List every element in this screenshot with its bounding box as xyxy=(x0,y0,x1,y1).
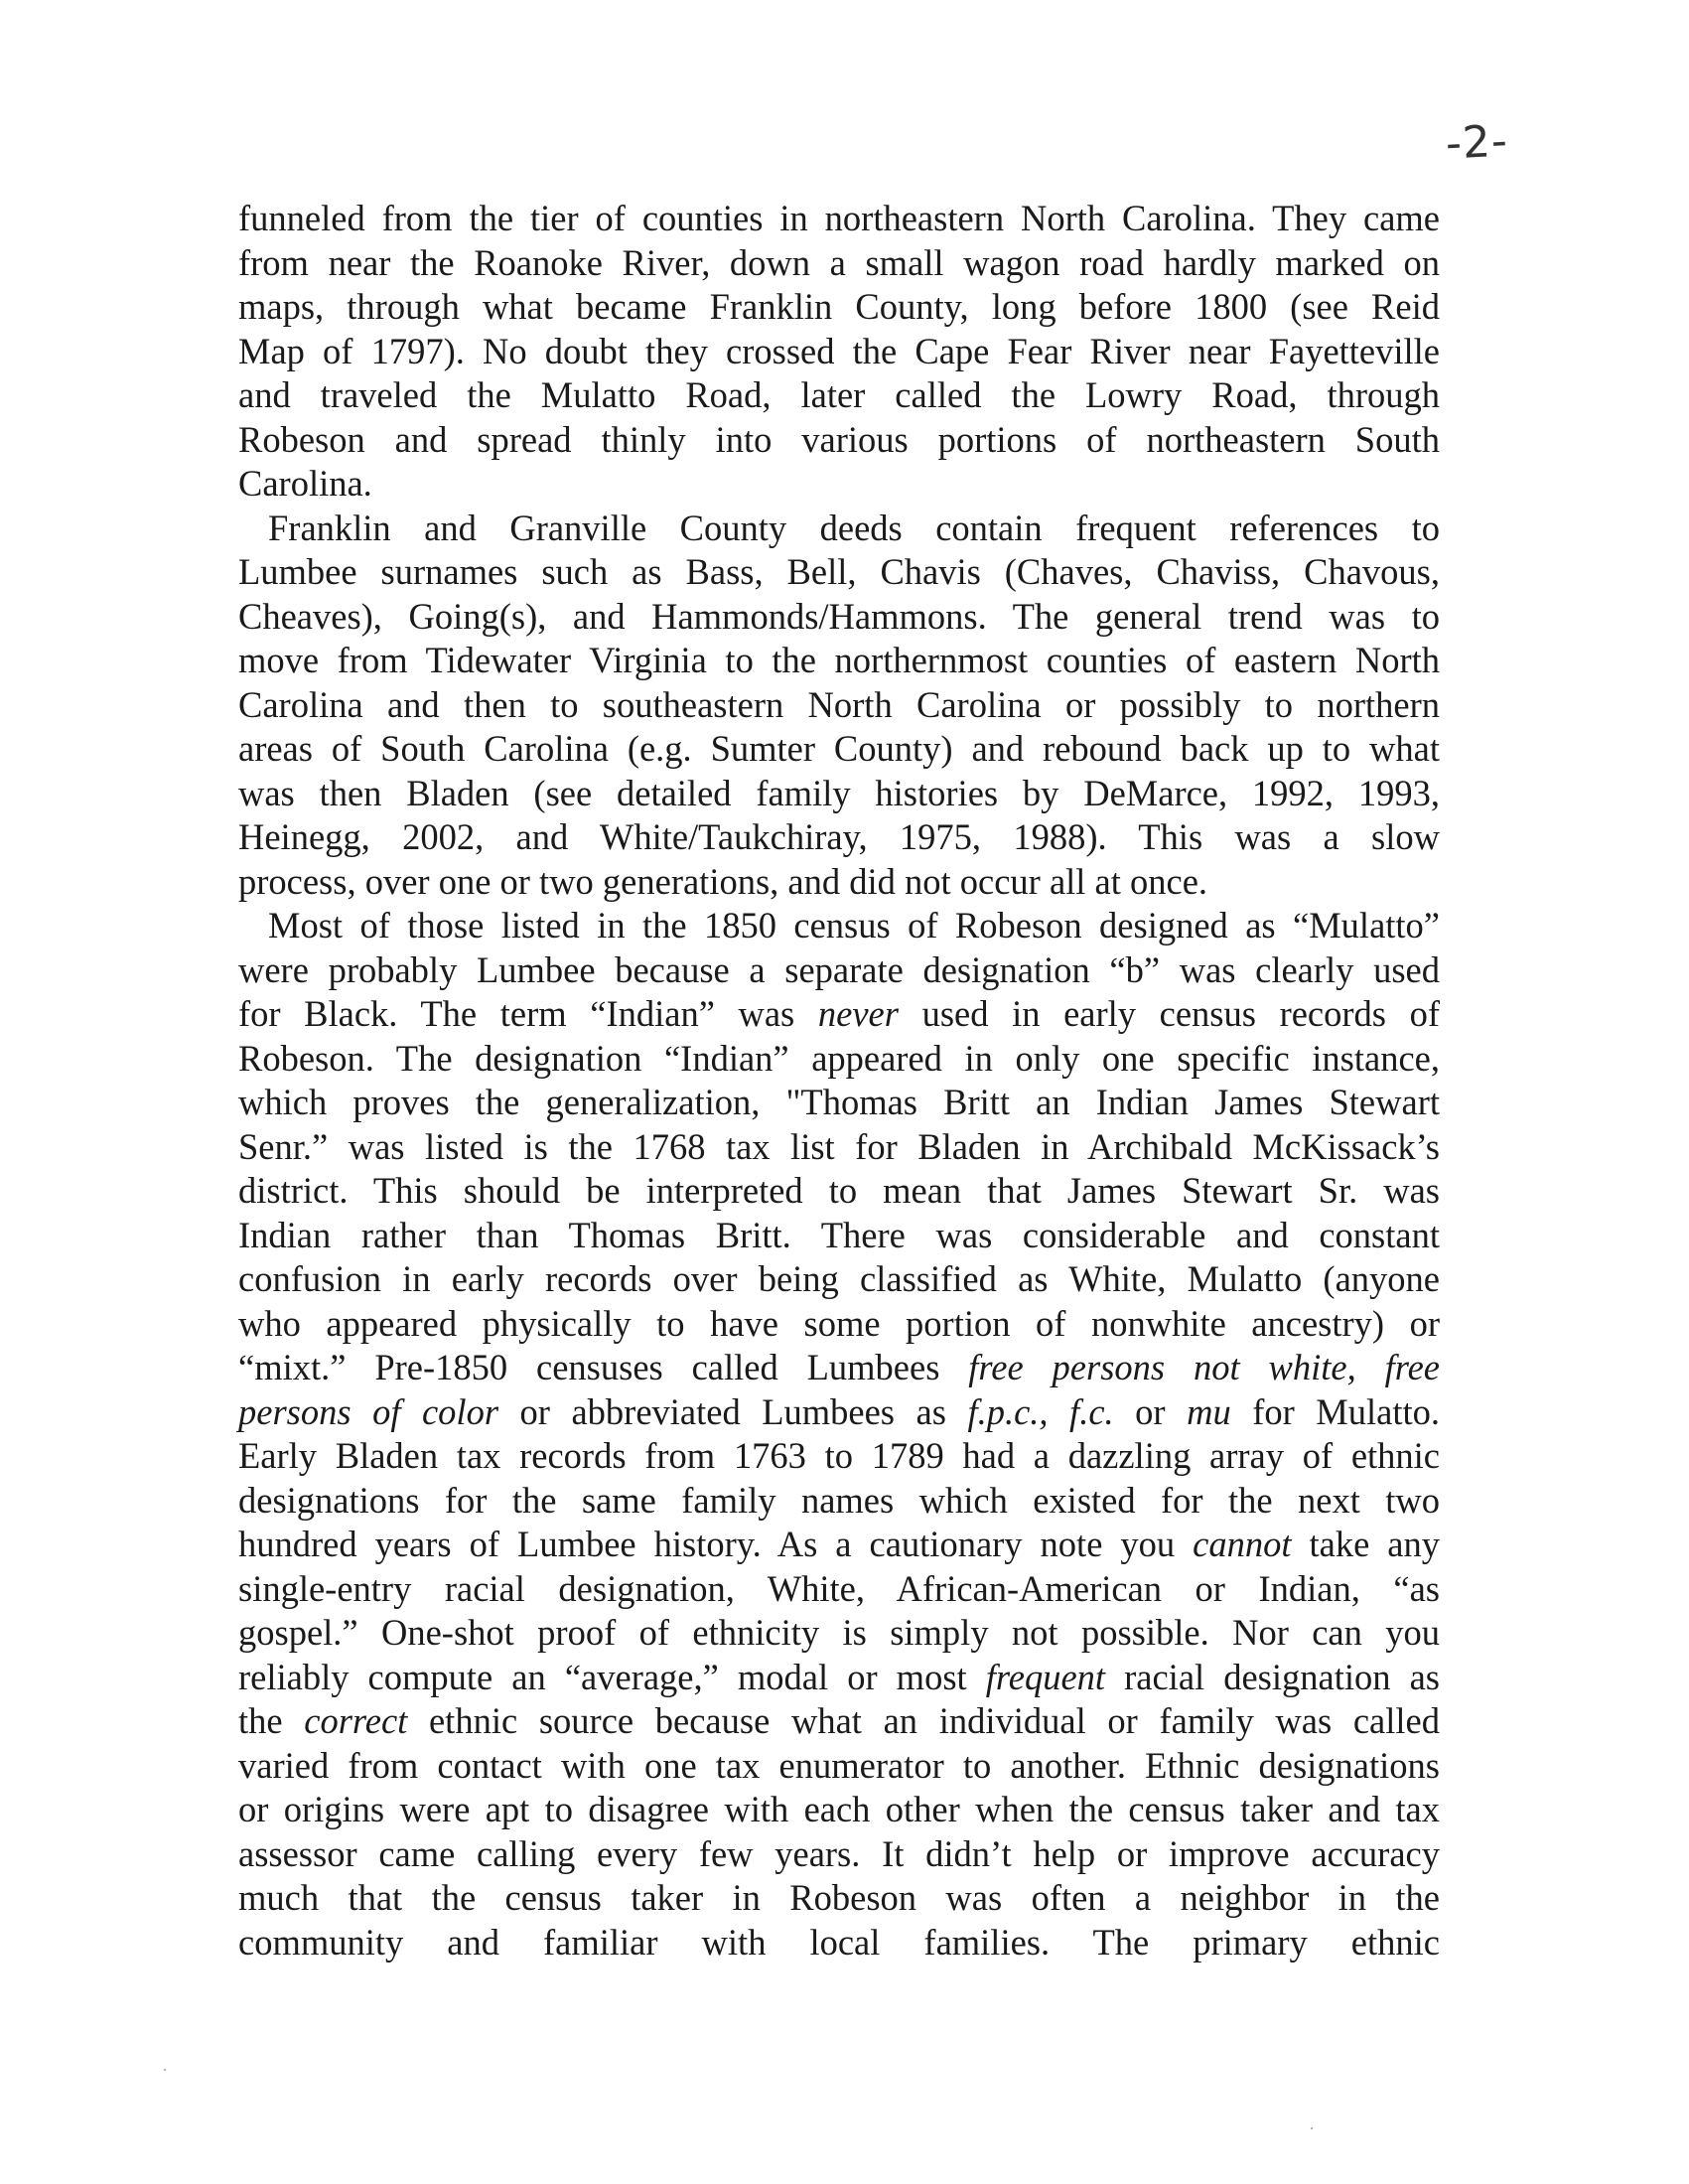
text-run: the xyxy=(238,1700,305,1741)
text-line xyxy=(238,1699,1440,1744)
italic-text: free persons not white, free xyxy=(968,1347,1440,1387)
text-line xyxy=(238,1081,1440,1125)
text-run: Indian rather than Thomas Britt. There was considerable and constant xyxy=(238,1214,1440,1255)
text-line xyxy=(238,1788,1440,1832)
text-run: ethnic source because what an individual or family was called xyxy=(407,1700,1440,1741)
text-run: Robeson. The designation “Indian” appeared in only one specific instance, xyxy=(238,1037,1440,1079)
text-run: racial designation as xyxy=(1105,1656,1440,1697)
text-line xyxy=(238,1169,1440,1214)
text-run: community and familiar with local families. The primary ethnic xyxy=(238,1921,1440,1963)
text-run: Map of 1797). No doubt they crossed the Cape Fear River near Fayetteville xyxy=(238,330,1440,371)
text-run: were probably Lumbee because a separate designation “b” was clearly used xyxy=(238,948,1440,990)
text-line xyxy=(238,1214,1440,1258)
text-line xyxy=(238,285,1440,330)
text-line xyxy=(238,241,1440,286)
text-run: confusion in early records over being classified as White, Mulatto (anyone xyxy=(238,1258,1440,1299)
text-run: move from Tidewater Virginia to the northernmost counties of eastern North xyxy=(238,640,1440,680)
text-run: maps, through what became Franklin County, long before 1800 (see Reid xyxy=(238,286,1440,327)
text-line xyxy=(238,1257,1440,1302)
text-run: used in early census records of xyxy=(898,993,1440,1034)
text-run: or origins were apt to disagree with each other when the census taker and tax xyxy=(238,1789,1440,1829)
italic-text: mu xyxy=(1187,1390,1231,1432)
text-line xyxy=(238,1390,1440,1435)
text-line xyxy=(238,860,1440,905)
text-line xyxy=(238,639,1440,683)
text-line xyxy=(238,948,1440,993)
text-run: areas of South Carolina (e.g. Sumter County) and rebound back up to what xyxy=(238,728,1440,769)
text-line xyxy=(238,992,1440,1037)
text-line xyxy=(238,595,1440,640)
text-line xyxy=(238,772,1440,816)
text-line xyxy=(238,507,1440,551)
text-run: reliably compute an “average,” modal or most xyxy=(238,1656,986,1697)
text-line xyxy=(238,1479,1440,1524)
text-line xyxy=(238,815,1440,860)
text-run: hundred years of Lumbee history. As a cautionary note you xyxy=(238,1524,1194,1564)
text-run: take any xyxy=(1291,1524,1440,1564)
text-run: Lumbee surnames such as Bass, Bell, Chavis (Chaves, Chaviss, Chavous, xyxy=(238,551,1440,592)
text-run: and traveled the Mulatto Road, later called the Lowry Road, through xyxy=(238,374,1440,415)
text-run: or abbreviated Lumbees as xyxy=(498,1390,968,1432)
text-run: who appeared physically to have some portion of nonwhite ancestry) or xyxy=(238,1302,1440,1344)
text-run: for Mulatto. xyxy=(1230,1390,1440,1432)
text-run: “mixt.” Pre-1850 censuses called Lumbees xyxy=(238,1347,969,1387)
text-line xyxy=(238,1125,1440,1170)
text-line xyxy=(238,550,1440,595)
text-line xyxy=(238,373,1440,418)
text-line xyxy=(238,904,1440,948)
text-line xyxy=(238,418,1440,463)
text-run: gospel.” One-shot proof of ethnicity is simply not possible. Nor can you xyxy=(238,1612,1440,1653)
text-run: varied from contact with one tax enumerator to another. Ethnic designations xyxy=(238,1744,1440,1786)
text-run: assessor came calling every few years. It didn’t help or improve accuracy xyxy=(238,1832,1440,1874)
text-run: much that the census taker in Robeson was often a neighbor in the xyxy=(238,1877,1440,1918)
text-line xyxy=(238,683,1440,728)
page-number: -2- xyxy=(1444,115,1510,170)
text-line xyxy=(238,1523,1440,1567)
text-run: designations for the same family names which existed for the next two xyxy=(238,1479,1440,1521)
text-run: Franklin and Granville County deeds contain frequent references to xyxy=(268,507,1440,548)
text-run: Early Bladen tax records from 1763 to 1789 had a dazzling array of ethnic xyxy=(238,1435,1440,1476)
text-run: which proves the generalization, "Thomas Britt an Indian James Stewart xyxy=(238,1082,1440,1122)
text-line xyxy=(238,727,1440,772)
text-run: Most of those listed in the 1850 census of Robeson designed as “Mulatto” xyxy=(268,905,1440,946)
text-line xyxy=(238,330,1440,374)
body-text xyxy=(238,197,1440,1965)
scan-speck xyxy=(1311,2127,1313,2129)
text-line xyxy=(238,197,1440,241)
text-run: was then Bladen (see detailed family histories by DeMarce, 1992, 1993, xyxy=(238,772,1440,813)
text-run: for Black. The term “Indian” was xyxy=(238,993,818,1034)
italic-text: f.p.c., f.c. xyxy=(967,1390,1114,1432)
text-line xyxy=(238,1434,1440,1479)
text-run: Carolina and then to southeastern North Carolina or possibly to northern xyxy=(238,683,1440,725)
text-line xyxy=(238,1346,1440,1390)
text-line xyxy=(238,1302,1440,1347)
italic-text: never xyxy=(817,993,899,1034)
text-run: Robeson and spread thinly into various portions of northeastern South xyxy=(238,418,1440,460)
text-run: district. This should be interpreted to mean that James Stewart Sr. was xyxy=(238,1170,1440,1211)
text-run: Heinegg, 2002, and White/Taukchiray, 1975, 1988). This was a slow xyxy=(238,816,1440,857)
text-run: single-entry racial designation, White, African-American or Indian, “as xyxy=(238,1567,1440,1609)
text-run: Cheaves), Going(s), and Hammonds/Hammons. The general trend was to xyxy=(238,595,1440,637)
scan-speck xyxy=(164,2069,166,2071)
text-line xyxy=(238,1876,1440,1921)
text-line xyxy=(238,1744,1440,1789)
text-line xyxy=(238,1832,1440,1877)
text-run: process, over one or two generations, and did not occur all at once. xyxy=(238,860,1208,902)
text-line xyxy=(238,1611,1440,1656)
text-line xyxy=(238,1656,1440,1700)
italic-text: correct xyxy=(304,1700,408,1741)
text-run: Senr.” was listed is the 1768 tax list for Bladen in Archibald McKissack’s xyxy=(238,1125,1440,1167)
text-run: or xyxy=(1113,1390,1188,1432)
text-run: Carolina. xyxy=(238,463,372,504)
text-line xyxy=(238,462,1440,507)
text-line xyxy=(238,1037,1440,1082)
text-line xyxy=(238,1567,1440,1612)
text-run: funneled from the tier of counties in northeastern North Carolina. They came xyxy=(238,198,1440,238)
italic-text: persons of color xyxy=(238,1390,499,1432)
text-run: from near the Roanoke River, down a small wagon road hardly marked on xyxy=(238,241,1440,283)
italic-text: frequent xyxy=(985,1656,1106,1697)
text-line xyxy=(238,1921,1440,1966)
italic-text: cannot xyxy=(1193,1524,1292,1564)
